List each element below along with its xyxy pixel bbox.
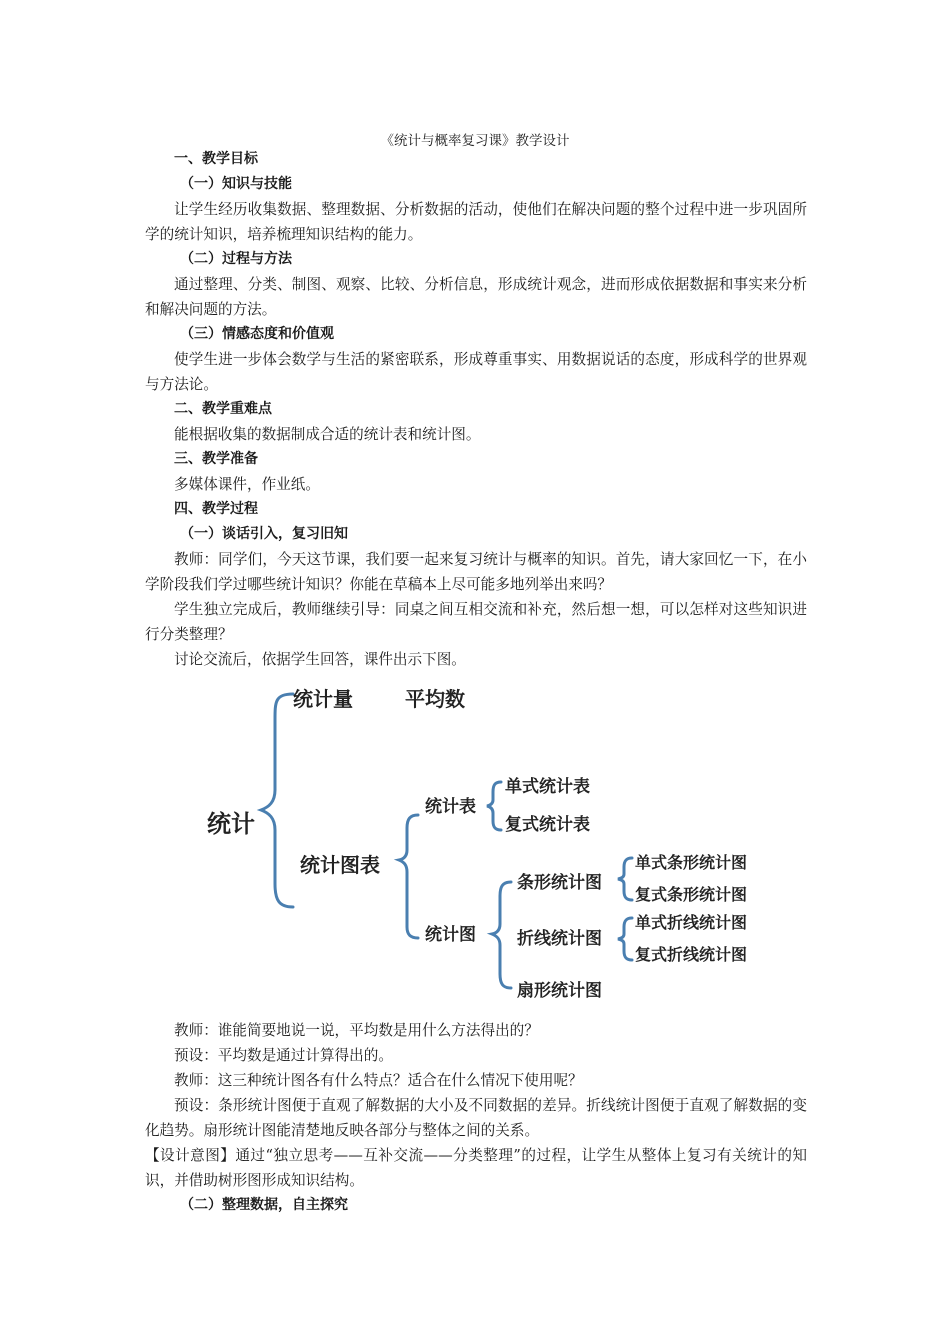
document-body [145, 147, 807, 1218]
root-brace [261, 694, 293, 907]
document-title: 《统计与概率复习课》教学设计 [380, 133, 570, 149]
tree-bar-chart: 条形统计图 [517, 873, 602, 893]
tree-single-line: 单式折线统计图 [635, 913, 748, 932]
tree-charts-tables: 统计图表 [300, 853, 380, 877]
paragraph: 多媒体课件，作业纸。 [174, 476, 320, 493]
paragraph: 能根据收集的数据制成合适的统计表和统计图。 [174, 426, 481, 443]
paragraph: 通过整理、分类、制图、观察、比较、分析信息，形成统计观念，进而形成依据数据和事实来分析和解决问题的方法。 [145, 276, 807, 318]
tree-single-bar: 单式条形统计图 [635, 853, 748, 872]
tree-svg [145, 672, 807, 1018]
tree-mean: 平均数 [405, 687, 465, 711]
subsection-heading: （三）情感态度和价值观 [180, 326, 334, 342]
tree-chart: 统计图 [425, 925, 476, 945]
subsection-heading: （二）整理数据，自主探究 [180, 1197, 348, 1213]
paragraph: 学生独立完成后，教师继续引导：同桌之间互相交流和补充，然后想一想，可以怎样对这些知识进行分类整理？ [145, 601, 807, 643]
paragraph: 教师：同学们，今天这节课，我们要一起来复习统计与概率的知识。首先，请大家回忆一下，在小学阶段我们学过哪些统计知识？你能在草稿本上尽可能多地列举出来吗？ [145, 551, 807, 593]
tree-root: 统计 [207, 810, 255, 838]
paragraph: 讨论交流后，依据学生回答，课件出示下图。 [174, 651, 466, 668]
subsection-heading: （二）过程与方法 [180, 251, 292, 267]
paragraph: 预设：条形统计图便于直观了解数据的大小及不同数据的差异。折线统计图便于直观了解数据的变化趋势。扇形统计图能清楚地反映各部分与整体之间的关系。 [145, 1097, 807, 1139]
paragraph: 预设：平均数是通过计算得出的。 [174, 1047, 393, 1064]
section-heading: 二、教学重难点 [174, 401, 272, 417]
tree-line-chart: 折线统计图 [517, 929, 602, 949]
paragraph: 教师：这三种统计图各有什么特点？适合在什么情况下使用呢？ [174, 1072, 583, 1089]
paragraph: 教师：谁能简要地说一说，平均数是用什么方法得出的？ [174, 1022, 539, 1039]
section-heading: 四、教学过程 [174, 501, 258, 517]
knowledge-tree-diagram [145, 672, 807, 1018]
line-chart-brace [618, 918, 632, 960]
paragraph: 让学生经历收集数据、整理数据、分析数据的活动，使他们在解决问题的整个过程中进一步巩固所学的统计知识，培养梳理知识结构的能力。 [145, 201, 807, 243]
tree-pie-chart: 扇形统计图 [517, 981, 602, 1001]
design-intent-paragraph: 【设计意图】通过“独立思考——互补交流——分类整理”的过程，让学生从整体上复习有关统计的知识，并借助树形图形成知识结构。 [145, 1147, 807, 1189]
section-heading: 一、教学目标 [174, 151, 258, 167]
tree-single-table: 单式统计表 [505, 777, 590, 797]
subsection-heading: （一）谈话引入，复习旧知 [180, 526, 348, 542]
chart-brace [492, 882, 511, 988]
tree-stat-qty: 统计量 [293, 687, 353, 711]
bar-chart-brace [618, 858, 632, 900]
tree-compound-line: 复式折线统计图 [635, 945, 748, 964]
section-heading: 三、教学准备 [174, 451, 258, 467]
subsection-heading: （一）知识与技能 [180, 176, 292, 192]
charts-tables-brace [399, 815, 418, 938]
paragraph: 使学生进一步体会数学与生活的紧密联系，形成尊重事实、用数据说话的态度，形成科学的世界观与方法论。 [145, 351, 807, 393]
table-brace [487, 782, 501, 830]
tree-compound-bar: 复式条形统计图 [635, 885, 748, 904]
tree-compound-table: 复式统计表 [505, 815, 590, 835]
tree-table: 统计表 [425, 797, 476, 817]
